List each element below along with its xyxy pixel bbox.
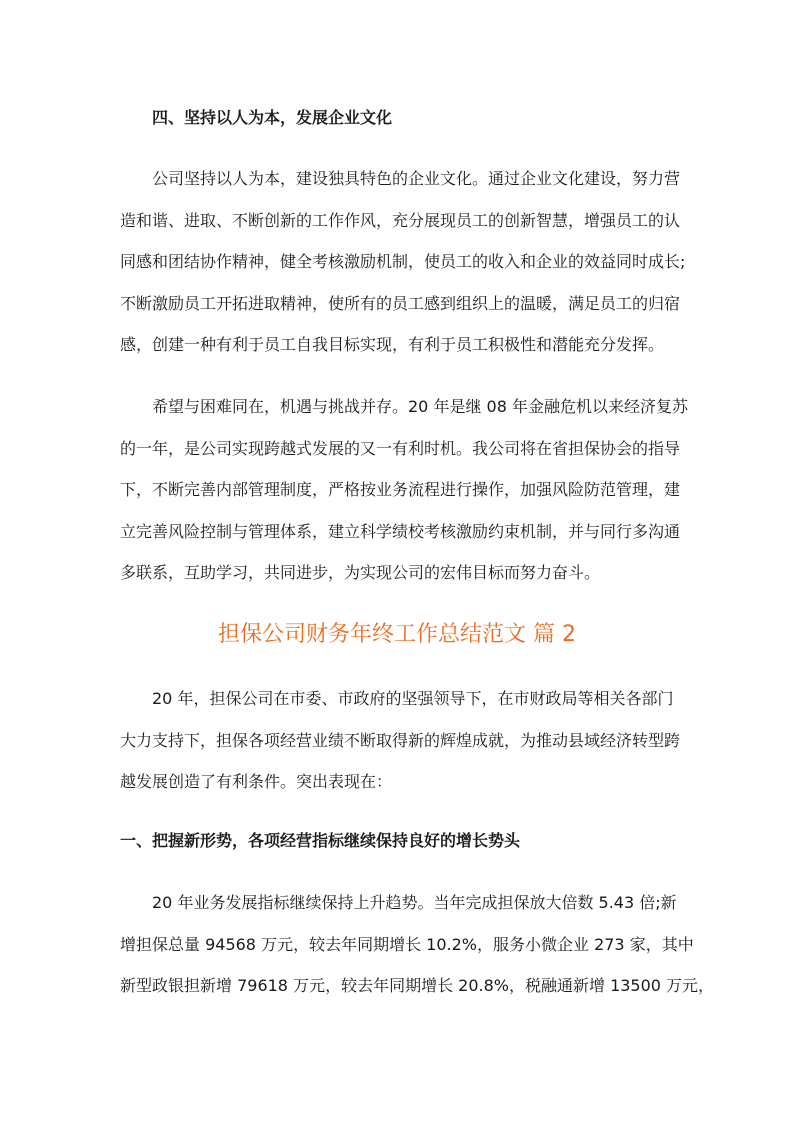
text-line: 20 年，担保公司在市委、市政府的坚强领导下，在市财政局等相关各部门 bbox=[152, 689, 674, 708]
section-title: 担保公司财务年终工作总结范文 篇 2 bbox=[218, 622, 576, 647]
heading-section-1: 一、把握新形势，各项经营指标继续保持良好的增长势头 bbox=[120, 831, 521, 850]
text-line: 希望与困难同在，机遇与挑战并存。20 年是继 08 年金融危机以来经济复苏 bbox=[152, 397, 688, 416]
text-line: 多联系，互助学习，共同进步，为实现公司的宏伟目标而努力奋斗。 bbox=[120, 563, 601, 583]
text-line: 造和谐、进取、不断创新的工作作风，充分展现员工的创新智慧，增强员工的认 bbox=[120, 210, 681, 230]
text-line: 20 年业务发展指标继续保持上升趋势。当年完成担保放大倍数 5.43 倍;新 bbox=[152, 893, 677, 912]
text-line: 立完善风险控制与管理体系，建立科学绩校考核激励约束机制，并与同行多沟通 bbox=[120, 521, 681, 541]
paragraph-intro bbox=[120, 678, 681, 803]
text-line: 感，创建一种有利于员工自我目标实现，有利于员工积极性和潜能充分发挥。 bbox=[120, 335, 665, 355]
paragraph-metrics bbox=[120, 882, 715, 1007]
text-line: 大力支持下，担保各项经营业绩不断取得新的辉煌成就，为推动县域经济转型跨 bbox=[120, 730, 681, 750]
text-line: 越发展创造了有利条件。突出表现在： bbox=[120, 772, 393, 792]
text-line: 公司坚持以人为本，建设独具特色的企业文化。通过企业文化建设，努力营 bbox=[152, 169, 681, 188]
heading-section-4: 四、坚持以人为本，发展企业文化 bbox=[152, 108, 393, 127]
paragraph-culture bbox=[120, 158, 686, 366]
text-line: 的一年，是公司实现跨越式发展的又一有利时机。我公司将在省担保协会的指导 bbox=[120, 438, 681, 458]
text-line: 增担保总量 94568 万元，较去年同期增长 10.2%，服务小微企业 273 家，其中 bbox=[120, 934, 694, 954]
text-line: 不断激励员工开拓进取精神，使所有的员工感到组织上的温暖，满足员工的归宿 bbox=[120, 293, 681, 313]
paragraph-outlook bbox=[120, 386, 688, 594]
text-line: 下，不断完善内部管理制度，严格按业务流程进行操作，加强风险防范管理，建 bbox=[120, 480, 681, 500]
text-line: 新型政银担新增 79618 万元，较去年同期增长 20.8%，税融通新增 13500 万元， bbox=[120, 976, 715, 996]
text-line: 同感和团结协作精神，健全考核激励机制，使员工的收入和企业的效益同时成长; bbox=[120, 252, 686, 272]
